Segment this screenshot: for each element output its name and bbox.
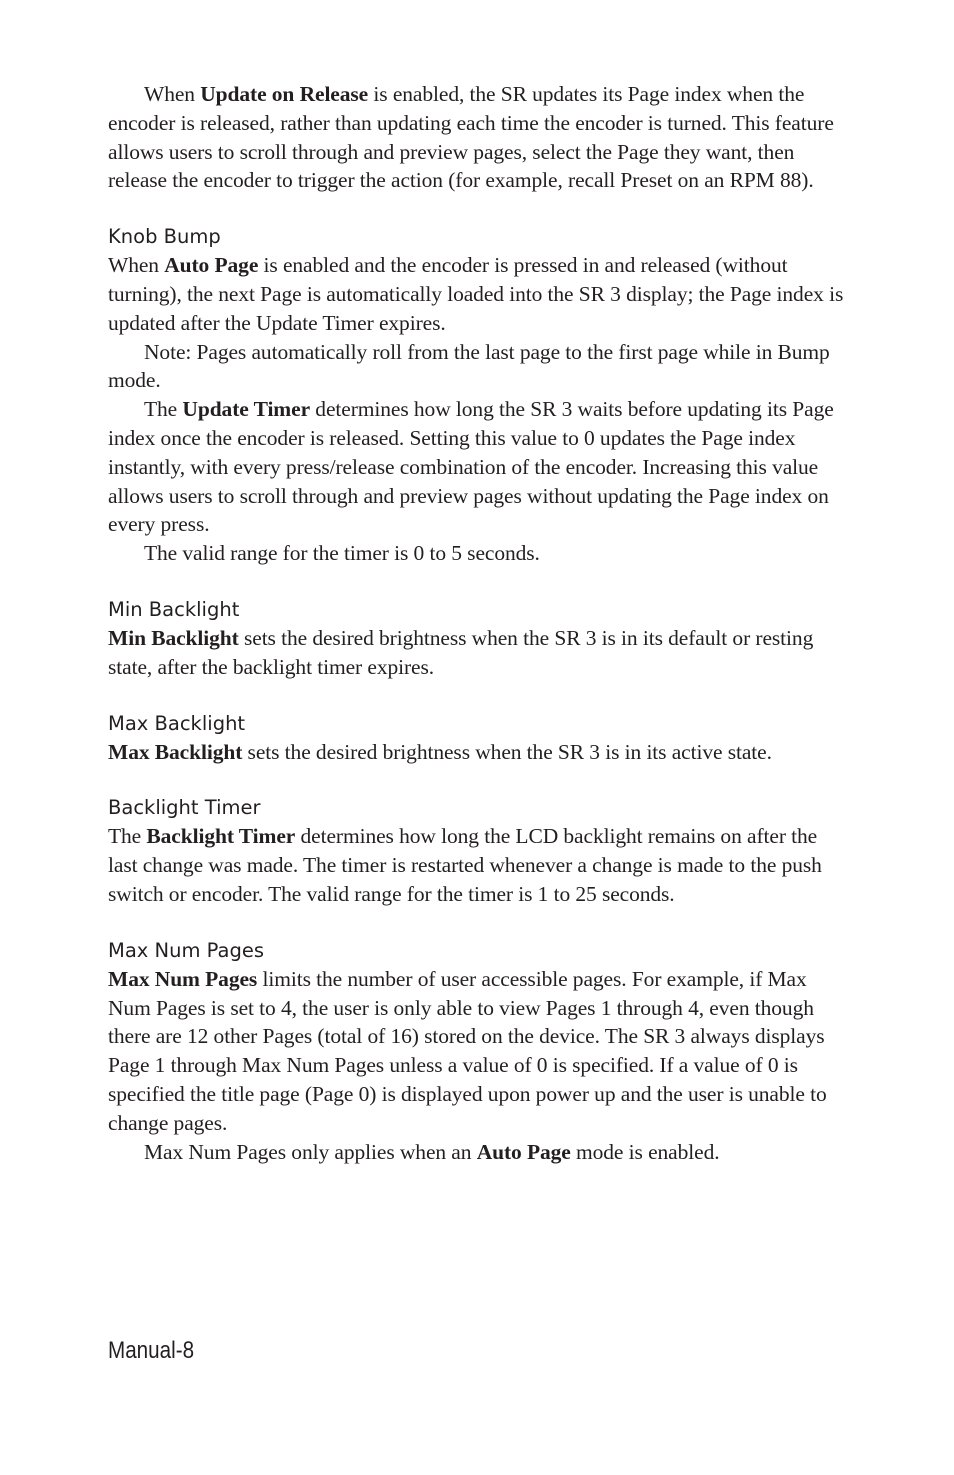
text-run: is enabled, the SR updates its Page index when the encoder is released, rather than updating each time the encoder is turned. This feature allows users to scroll through and preview pages, select the Page they want, then release the encoder to trigger the action (for example, recall Preset on an RPM 88). — [108, 82, 834, 193]
heading-min-backlight: Min Backlight — [108, 597, 240, 621]
term-update-timer: Update Timer — [182, 397, 311, 422]
spacer — [108, 766, 848, 794]
manual-page-body — [108, 80, 848, 1166]
spacer — [108, 568, 848, 596]
text-run: When — [108, 253, 165, 278]
page-number: Manual-8 — [108, 1337, 195, 1364]
text-run: sets the desired brightness when the SR 3 is in its default or resting state, after the backlight timer expires. — [108, 625, 814, 679]
max-backlight-paragraph — [108, 738, 848, 767]
max-num-pages-paragraph-2 — [108, 1138, 848, 1167]
min-backlight-paragraph — [108, 624, 848, 682]
intro-paragraph — [108, 80, 848, 195]
spacer — [108, 682, 848, 710]
heading-backlight-timer: Backlight Timer — [108, 796, 261, 820]
spacer — [108, 909, 848, 937]
text-run: determines how long the SR 3 waits before updating its Page index once the encoder is released. Setting this value to 0 updates the Page index instantly, with every press/release combination of the encoder. Increasing this value allows users to scroll through and preview pages without updating the Page index on every press. — [108, 397, 834, 537]
knob-bump-paragraph-3 — [108, 395, 848, 539]
text-run: sets the desired brightness when the SR 3 is in its active state. — [242, 739, 772, 764]
backlight-timer-paragraph — [108, 822, 848, 908]
term-auto-page: Auto Page — [164, 253, 259, 278]
knob-bump-note: Note: Pages automatically roll from the last page to the first page while in Bump mode. — [108, 339, 830, 393]
text-run: The — [108, 824, 147, 849]
heading-knob-bump: Knob Bump — [108, 225, 221, 249]
text-run: is enabled and the encoder is pressed in and released (without turning), the next Page is automatically loaded into the SR 3 display; the Page index is updated after the Update Timer expires. — [108, 253, 844, 335]
text-run: Max Num Pages only applies when an — [144, 1139, 477, 1164]
term-update-on-release: Update on Release — [200, 82, 369, 106]
text-run: limits the number of user accessible pages. For example, if Max Num Pages is set to 4, the user is only able to view Pages 1 through 4, even though there are 12 other Pages (total of 16) stored on the device. The SR 3 always displays Page 1 through Max Num Pages unless a value of 0 is specified. If a value of 0 is specified the title page (Page 0) is displayed upon power up and the user is unable to change pages. — [108, 966, 827, 1135]
text-run: The — [144, 397, 183, 422]
text-run: determines how long the LCD backlight remains on after the last change was made. The timer is restarted whenever a change is made to the push switch or encoder. The valid range for the timer is 1 to 25 seconds. — [108, 824, 822, 906]
max-num-pages-paragraph-1 — [108, 965, 848, 1138]
knob-bump-paragraph-1 — [108, 251, 848, 337]
term-min-backlight: Min Backlight — [108, 625, 239, 650]
term-auto-page: Auto Page — [476, 1139, 571, 1164]
text-run: mode is enabled. — [570, 1139, 720, 1164]
term-backlight-timer: Backlight Timer — [146, 824, 296, 849]
heading-max-num-pages: Max Num Pages — [108, 938, 265, 962]
text-run: When — [144, 82, 201, 106]
heading-max-backlight: Max Backlight — [108, 711, 246, 735]
spacer — [108, 195, 848, 223]
term-max-backlight: Max Backlight — [108, 739, 243, 764]
knob-bump-range: The valid range for the timer is 0 to 5 seconds. — [144, 541, 540, 566]
term-max-num-pages: Max Num Pages — [108, 966, 258, 991]
